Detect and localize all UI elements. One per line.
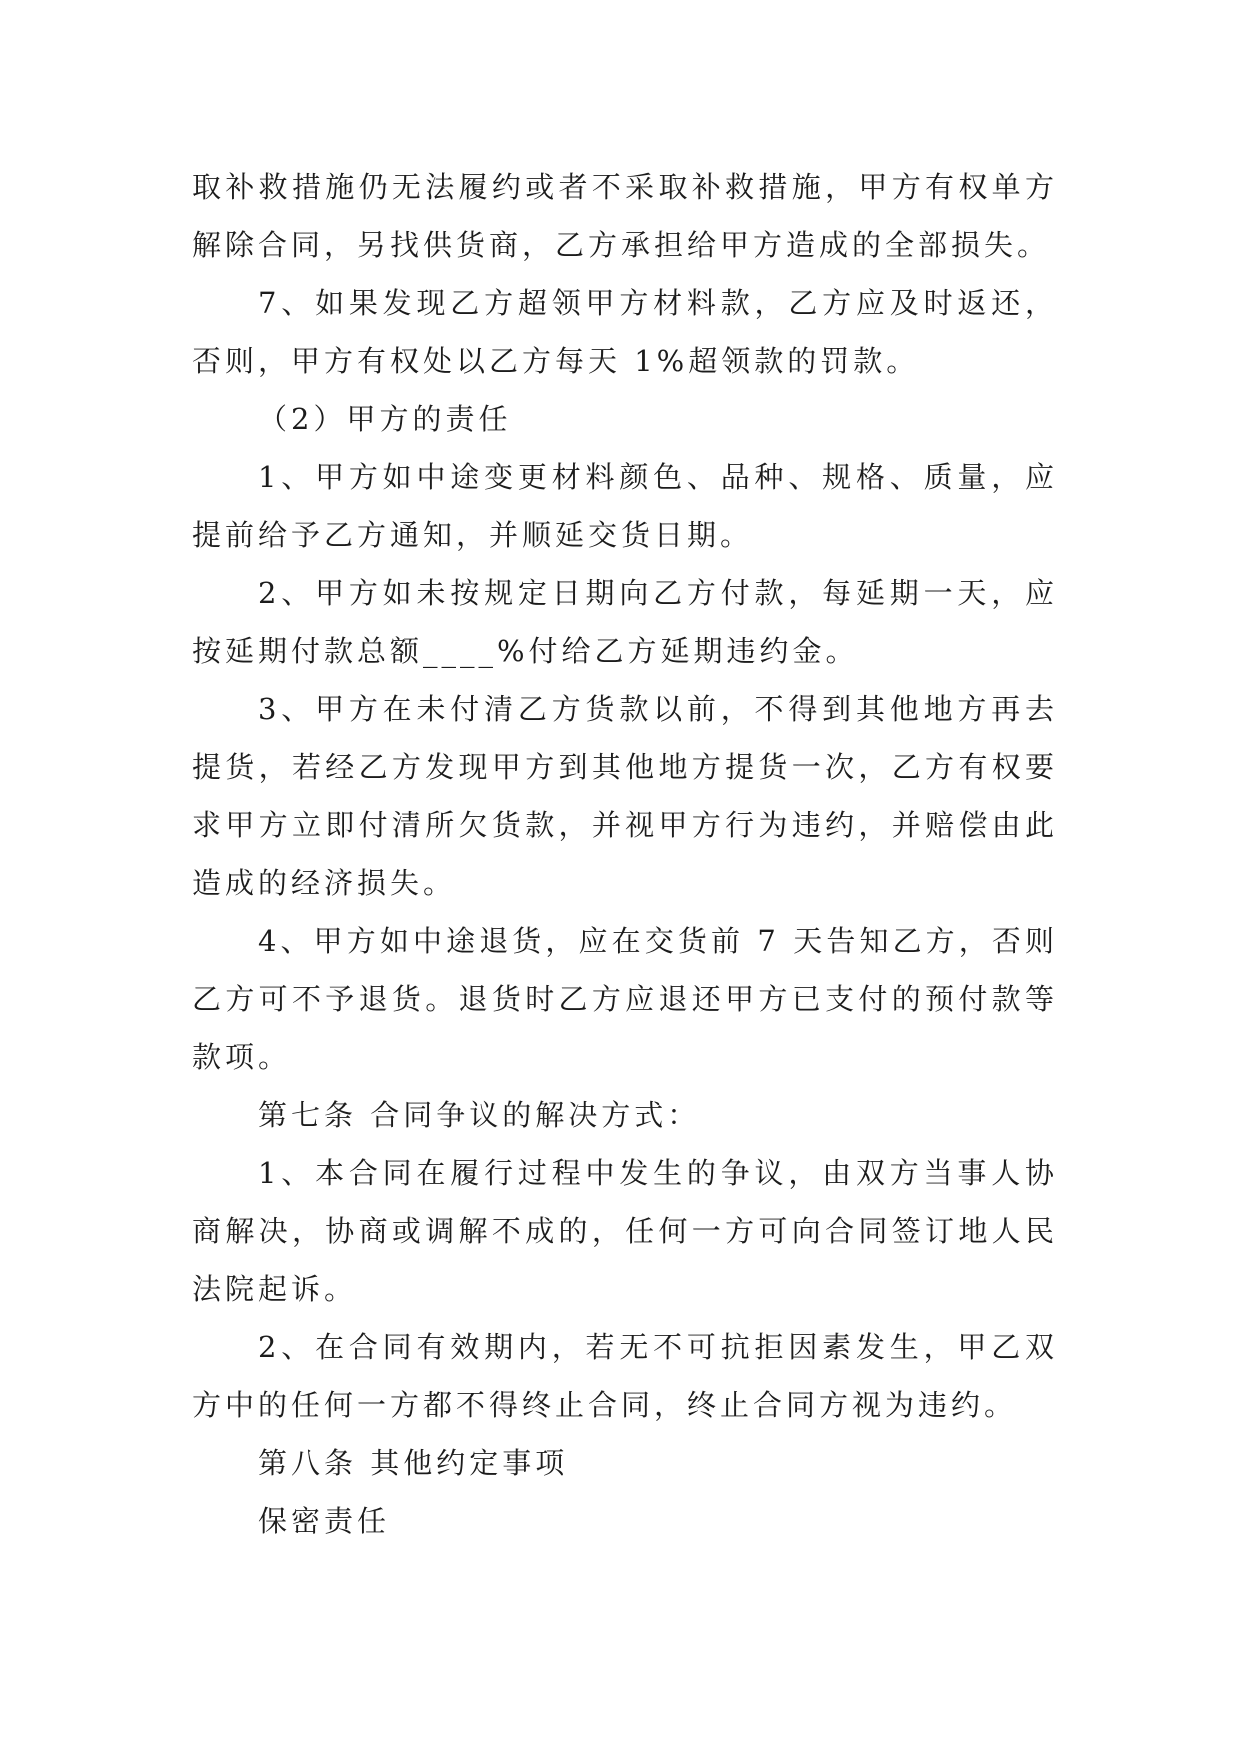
text-line <box>192 854 1054 912</box>
text-line-text: 解除合同，另找供货商，乙方承担给甲方造成的全部损失。 <box>192 228 1051 262</box>
paragraph <box>192 680 1059 912</box>
article-heading <box>192 1086 1054 1144</box>
section-heading <box>192 390 1054 448</box>
text-line <box>192 1318 1059 1376</box>
text-line <box>192 622 1054 680</box>
text-line <box>192 970 1059 1028</box>
paragraph <box>192 158 1059 274</box>
text-line-text: 按延期付款总额____%付给乙方延期违约金。 <box>192 634 859 668</box>
text-line-text: 第八条 其他约定事项 <box>258 1446 569 1480</box>
text-line <box>192 1260 1054 1318</box>
text-line-text: 2、甲方如未按规定日期向乙方付款，每延期一天，应 <box>258 576 1059 610</box>
text-line-text: 2、在合同有效期内，若无不可抗拒因素发生，甲乙双 <box>258 1330 1059 1364</box>
paragraph <box>192 1144 1059 1318</box>
text-line-text: 保密责任 <box>258 1504 391 1538</box>
text-line-text: 提前给予乙方通知，并顺延交货日期。 <box>192 518 754 552</box>
text-line <box>192 738 1059 796</box>
text-line <box>192 1028 1054 1086</box>
text-line <box>192 680 1059 738</box>
text-line <box>192 448 1059 506</box>
text-line <box>192 1144 1059 1202</box>
text-line <box>192 1086 1054 1144</box>
text-line <box>192 1492 1054 1550</box>
text-line <box>192 158 1059 216</box>
text-line <box>192 506 1054 564</box>
text-line-text: （2）甲方的责任 <box>258 402 512 436</box>
text-line-text: 提货，若经乙方发现甲方到其他地方提货一次，乙方有权要 <box>192 750 1059 784</box>
text-line-text: 取补救措施仍无法履约或者不采取补救措施，甲方有权单方 <box>192 170 1059 204</box>
text-line <box>192 796 1059 854</box>
text-line-text: 1、本合同在履行过程中发生的争议，由双方当事人协 <box>258 1156 1059 1190</box>
text-line <box>192 274 1059 332</box>
document-body <box>192 158 1059 1550</box>
paragraph <box>192 564 1059 680</box>
text-line <box>192 912 1059 970</box>
text-line-text: 否则，甲方有权处以乙方每天 1%超领款的罚款。 <box>192 344 920 378</box>
text-line <box>192 216 1054 274</box>
text-line-text: 3、甲方在未付清乙方货款以前，不得到其他地方再去 <box>258 692 1059 726</box>
text-line <box>192 1434 1054 1492</box>
article-heading <box>192 1434 1054 1492</box>
text-line-text: 乙方可不予退货。退货时乙方应退还甲方已支付的预付款等 <box>192 982 1059 1016</box>
paragraph <box>192 912 1059 1086</box>
text-line-text: 7、如果发现乙方超领甲方材料款，乙方应及时返还， <box>258 286 1059 320</box>
text-line-text: 造成的经济损失。 <box>192 866 457 900</box>
text-line-text: 款项。 <box>192 1040 292 1074</box>
text-line-text: 法院起诉。 <box>192 1272 358 1306</box>
text-line-text: 4、甲方如中途退货，应在交货前 7 天告知乙方，否则 <box>258 924 1059 958</box>
paragraph <box>192 274 1059 390</box>
text-line <box>192 332 1054 390</box>
text-line <box>192 1376 1054 1434</box>
paragraph <box>192 1318 1059 1434</box>
text-line-text: 方中的任何一方都不得终止合同，终止合同方视为违约。 <box>192 1388 1018 1422</box>
text-line-text: 商解决，协商或调解不成的，任何一方可向合同签订地人民 <box>192 1214 1059 1248</box>
text-line <box>192 564 1059 622</box>
section-heading <box>192 1492 1054 1550</box>
paragraph <box>192 448 1059 564</box>
text-line <box>192 1202 1059 1260</box>
text-line <box>192 390 1054 448</box>
text-line-text: 求甲方立即付清所欠货款，并视甲方行为违约，并赔偿由此 <box>192 808 1059 842</box>
text-line-text: 1、甲方如中途变更材料颜色、品种、规格、质量，应 <box>258 460 1059 494</box>
text-line-text: 第七条 合同争议的解决方式： <box>258 1098 701 1132</box>
